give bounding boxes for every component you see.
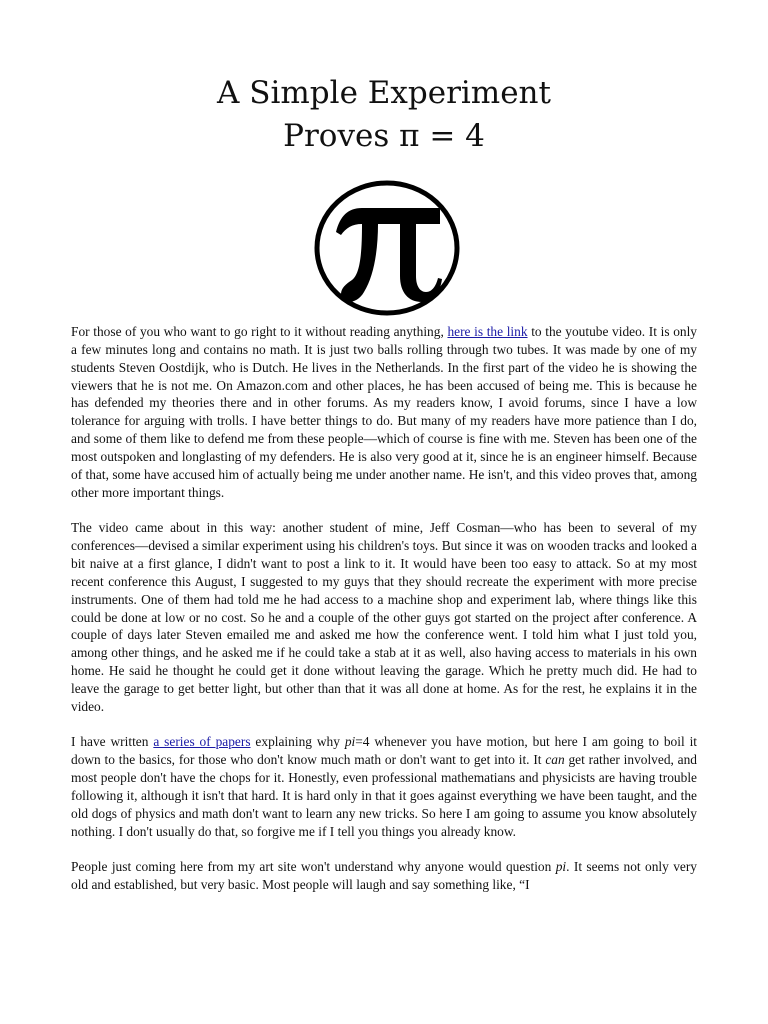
pi-symbol-icon	[314, 180, 460, 316]
page-title-line-1: A Simple Experiment	[217, 75, 551, 111]
p3-text-mid: explaining why	[250, 734, 345, 750]
p1-text-start: For those of you who want to go right to it without reading anything,	[71, 324, 448, 339]
paragraph-4	[71, 858, 697, 894]
p3-text-after-pi: =4 whenever you have motion, but here I am going to boil it down to the basics, for those who don't know much math or don't want to get into it. It	[71, 734, 698, 768]
youtube-video-link[interactable]: here is the link	[447, 324, 528, 339]
paragraph-1	[71, 323, 697, 501]
paragraph-2: The video came about in this way: another student of mine, Jeff Cosman—who has been to several of my conferences—devised a similar experiment using his children's toys. But since it was on wooden tracks and looked a bit naive at a first glance, I didn't want to post a link to it. It would have been too easy to attack. So at my most recent conference this August, I suggested to my guys that they should recreate the experiment with more precise instruments. One of them had told me he had access to a machine shop and experiment lab, where things like this could be done at low or no cost. So he and a couple of the other guys got started on the project after conference. A couple of days later Steven emailed me and asked me how the conference went. I told him what I just told you, among other things, and he asked me if he could take a stab at it as well, also having access to materials in his own home. He said he thought he could get it done without leaving the garage. Which he pretty much did. He had to leave the garage to get better light, but other than that it was all done at home. As for the rest, he explains it in the video.	[71, 520, 697, 714]
p3-text-start: I have written	[71, 734, 154, 750]
paragraph-3	[71, 733, 697, 840]
page-title-line-2: Proves π = 4	[283, 118, 485, 154]
p1-text-rest: to the youtube video. It is only a few minutes long and contains no math. It is just two balls rolling through two tubes. It was made by one of my students Steven Oostdijk, who is Dutch. He lives in the Netherlands. In the first part of the video he is showing the viewers that he is not me. On Amazon.com and other places, he has been accused of being me. This is because he has defended my theories there and in other forums. As my readers know, I avoid forums, since I have a low tolerance for arguing with trolls. I have better things to do. But many of my readers have more patience than I do, and some of them like to defend me from these people—which of course is fine with me. Steven has been one of the most outspoken and longlasting of my defenders. He is also very good at it, since he is an engineer himself. Because of that, some have accused him of actually being me under another name. He isn't, and this video proves that, among other more important things.	[71, 324, 697, 500]
article-body	[71, 323, 697, 912]
series-of-papers-link[interactable]: a series of papers	[153, 734, 251, 750]
p3-text-end: get rather involved, and most people don't have the chops for it. Honestly, even professional mathematians and physicists are having trouble following it, although it isn't that hard. It is hard only in that it goes against everything we have been taught, and the old dogs of physics and math don't want to learn any new tricks. So here I am going to assume you know absolutely nothing. I don't usually do that, so forgive me if I tell you things you already know.	[71, 752, 697, 839]
p4-pi-word: pi	[555, 859, 567, 875]
p4-text-start: People just coming here from my art site won't understand why anyone would question	[71, 859, 556, 875]
p4-text-end: . It seems not only very old and established, but very basic. Most people will laugh and say something like, “I	[71, 859, 698, 893]
p3-can-word: can	[545, 752, 565, 768]
p3-pi-word: pi	[344, 734, 356, 750]
